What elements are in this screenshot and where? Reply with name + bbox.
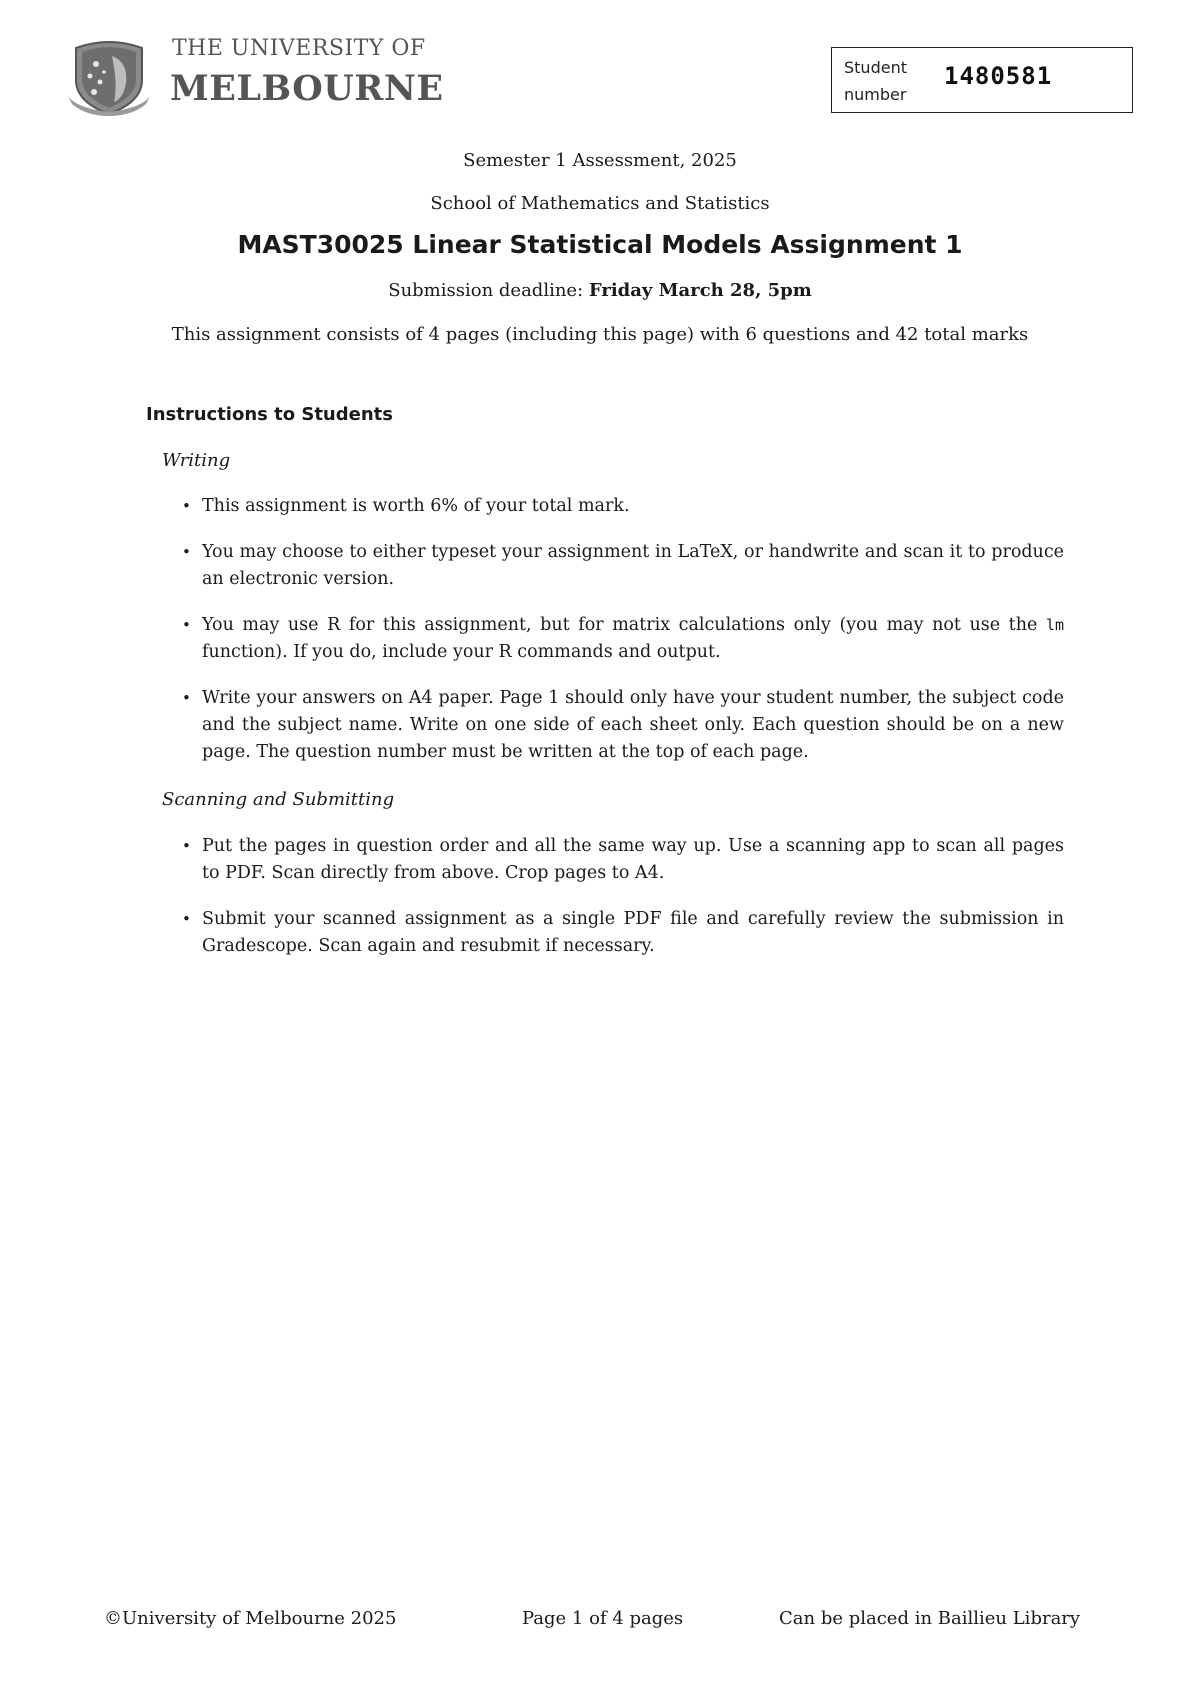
- footer-page-number: Page 1 of 4 pages: [522, 1608, 684, 1629]
- footer-library-note: Can be placed in Baillieu Library: [779, 1608, 1081, 1629]
- deadline-label: Submission deadline:: [388, 280, 584, 301]
- semester-line: Semester 1 Assessment, 2025: [463, 150, 737, 171]
- list-item: [182, 612, 1064, 666]
- list-item: • You may choose to either typeset your assignment in LaTeX, or handwrite and scan it to produce an electronic version.: [182, 539, 1064, 593]
- university-crest-icon: [66, 34, 152, 116]
- list-item: • This assignment is worth 6% of your total mark.: [182, 493, 1064, 520]
- list-item-text: You may use R for this assignment, but for matrix calculations only (you may not use the: [202, 615, 1038, 635]
- student-number-box: [831, 47, 1133, 113]
- scanning-heading: Scanning and Submitting: [162, 789, 395, 810]
- instructions-heading: Instructions to Students: [146, 404, 393, 425]
- logo-line-1: THE UNIVERSITY OF: [172, 36, 426, 61]
- scanning-instructions-list: [182, 833, 1064, 979]
- writing-heading: Writing: [162, 450, 231, 471]
- school-line: School of Mathematics and Statistics: [430, 193, 770, 214]
- deadline-value: Friday March 28, 5pm: [588, 280, 812, 301]
- logo-line-2: MELBOURNE: [170, 68, 444, 109]
- student-number-value: 1480581: [944, 62, 1053, 90]
- list-item: • Put the pages in question order and all the same way up. Use a scanning app to scan all pages to PDF. Scan directly from above. Crop pages to A4.: [182, 833, 1064, 887]
- deadline-line: [0, 280, 1200, 301]
- assignment-summary: This assignment consists of 4 pages (including this page) with 6 questions and 42 total marks: [171, 324, 1029, 345]
- list-item-text: function). If you do, include your R commands and output.: [202, 642, 721, 662]
- writing-instructions-list: [182, 493, 1064, 785]
- document-title: MAST30025 Linear Statistical Models Assignment 1: [237, 230, 963, 259]
- code-lm: lm: [1045, 616, 1064, 634]
- footer-copyright: ©University of Melbourne 2025: [104, 1608, 397, 1629]
- university-logo: [66, 34, 444, 116]
- student-number-label: Student number: [844, 58, 907, 104]
- list-item: • Write your answers on A4 paper. Page 1 should only have your student number, the subject code and the subject name. Write on one side of each sheet only. Each question should be on a new page. The question number must be written at the top of each page.: [182, 685, 1064, 766]
- list-item: • Submit your scanned assignment as a single PDF file and carefully review the submission in Gradescope. Scan again and resubmit if necessary.: [182, 906, 1064, 960]
